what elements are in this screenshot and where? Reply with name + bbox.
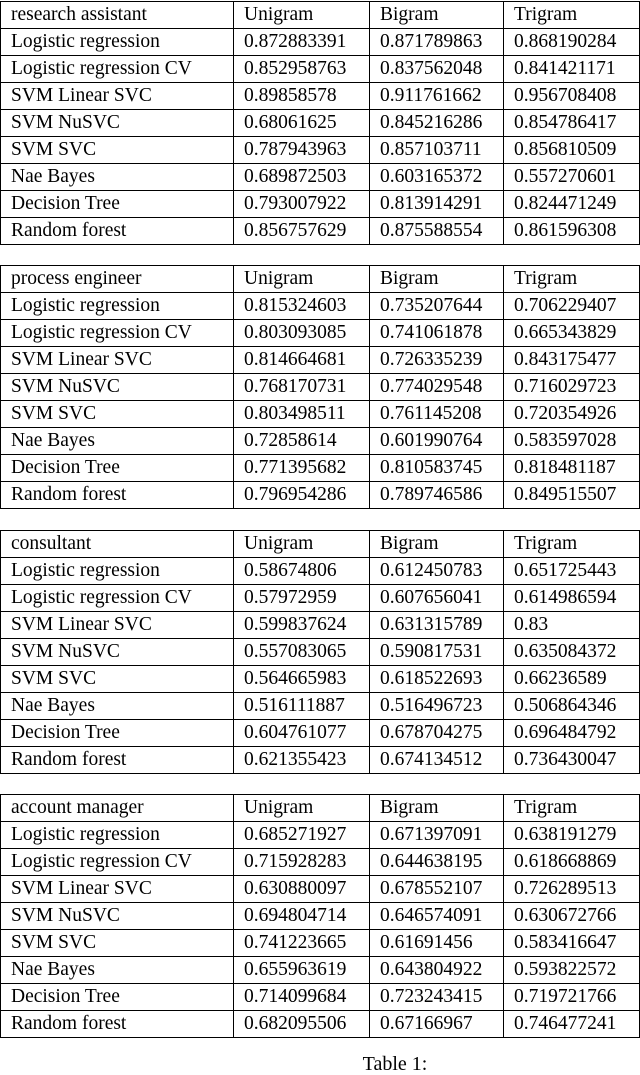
- table-row: [1, 585, 640, 612]
- trigram-score-cell: 0.868190284: [504, 29, 640, 56]
- table-row: [1, 876, 640, 903]
- trigram-score-cell: 0.638191279: [504, 822, 640, 849]
- unigram-score-cell: 0.685271927: [234, 822, 370, 849]
- column-header-trigram: Trigram: [504, 795, 640, 822]
- results-table-process-engineer: [0, 265, 640, 509]
- trigram-score-cell: 0.583597028: [504, 428, 640, 455]
- table-header-row: [1, 531, 640, 558]
- unigram-score-cell: 0.516111887: [234, 693, 370, 720]
- column-header-unigram: Unigram: [234, 531, 370, 558]
- unigram-score-cell: 0.768170731: [234, 374, 370, 401]
- bigram-score-cell: 0.871789863: [370, 29, 504, 56]
- table-title: research assistant: [1, 2, 234, 29]
- bigram-score-cell: 0.810583745: [370, 455, 504, 482]
- table-row: [1, 639, 640, 666]
- bigram-score-cell: 0.603165372: [370, 164, 504, 191]
- unigram-score-cell: 0.856757629: [234, 218, 370, 245]
- bigram-score-cell: 0.612450783: [370, 558, 504, 585]
- model-name-cell: SVM NuSVC: [1, 903, 234, 930]
- model-name-cell: Nae Bayes: [1, 693, 234, 720]
- column-header-bigram: Bigram: [370, 266, 504, 293]
- model-name-cell: Random forest: [1, 218, 234, 245]
- bigram-score-cell: 0.845216286: [370, 110, 504, 137]
- unigram-score-cell: 0.796954286: [234, 482, 370, 509]
- unigram-score-cell: 0.564665983: [234, 666, 370, 693]
- unigram-score-cell: 0.621355423: [234, 747, 370, 774]
- trigram-score-cell: 0.720354926: [504, 401, 640, 428]
- table-row: [1, 693, 640, 720]
- trigram-score-cell: 0.83: [504, 612, 640, 639]
- unigram-score-cell: 0.604761077: [234, 720, 370, 747]
- table-body: [1, 531, 640, 774]
- trigram-score-cell: 0.635084372: [504, 639, 640, 666]
- table-row: [1, 903, 640, 930]
- unigram-score-cell: 0.715928283: [234, 849, 370, 876]
- unigram-score-cell: 0.803498511: [234, 401, 370, 428]
- model-name-cell: Decision Tree: [1, 455, 234, 482]
- table-row: [1, 822, 640, 849]
- table-row: [1, 293, 640, 320]
- trigram-score-cell: 0.696484792: [504, 720, 640, 747]
- table-row: [1, 558, 640, 585]
- model-name-cell: SVM NuSVC: [1, 110, 234, 137]
- table-body: [1, 795, 640, 1038]
- unigram-score-cell: 0.89858578: [234, 83, 370, 110]
- column-header-bigram: Bigram: [370, 2, 504, 29]
- column-header-bigram: Bigram: [370, 795, 504, 822]
- model-name-cell: SVM Linear SVC: [1, 876, 234, 903]
- table-row: [1, 56, 640, 83]
- table-row: [1, 1011, 640, 1038]
- column-header-bigram: Bigram: [370, 531, 504, 558]
- trigram-score-cell: 0.557270601: [504, 164, 640, 191]
- model-name-cell: Logistic regression CV: [1, 56, 234, 83]
- table-row: [1, 720, 640, 747]
- model-name-cell: Random forest: [1, 747, 234, 774]
- model-name-cell: Logistic regression CV: [1, 585, 234, 612]
- bigram-score-cell: 0.813914291: [370, 191, 504, 218]
- column-header-unigram: Unigram: [234, 266, 370, 293]
- table-row: [1, 218, 640, 245]
- column-header-trigram: Trigram: [504, 2, 640, 29]
- unigram-score-cell: 0.771395682: [234, 455, 370, 482]
- unigram-score-cell: 0.57972959: [234, 585, 370, 612]
- results-table-consultant: [0, 530, 640, 774]
- table-row: [1, 137, 640, 164]
- unigram-score-cell: 0.793007922: [234, 191, 370, 218]
- unigram-score-cell: 0.815324603: [234, 293, 370, 320]
- model-name-cell: SVM NuSVC: [1, 639, 234, 666]
- trigram-score-cell: 0.956708408: [504, 83, 640, 110]
- table-row: [1, 29, 640, 56]
- unigram-score-cell: 0.689872503: [234, 164, 370, 191]
- column-header-unigram: Unigram: [234, 795, 370, 822]
- trigram-score-cell: 0.593822572: [504, 957, 640, 984]
- table-row: [1, 374, 640, 401]
- model-name-cell: Decision Tree: [1, 720, 234, 747]
- bigram-score-cell: 0.607656041: [370, 585, 504, 612]
- bigram-score-cell: 0.774029548: [370, 374, 504, 401]
- model-name-cell: SVM Linear SVC: [1, 347, 234, 374]
- trigram-score-cell: 0.818481187: [504, 455, 640, 482]
- model-name-cell: Nae Bayes: [1, 957, 234, 984]
- column-header-unigram: Unigram: [234, 2, 370, 29]
- trigram-score-cell: 0.618668869: [504, 849, 640, 876]
- trigram-score-cell: 0.614986594: [504, 585, 640, 612]
- bigram-score-cell: 0.61691456: [370, 930, 504, 957]
- bigram-score-cell: 0.631315789: [370, 612, 504, 639]
- table-row: [1, 428, 640, 455]
- trigram-score-cell: 0.726289513: [504, 876, 640, 903]
- bigram-score-cell: 0.741061878: [370, 320, 504, 347]
- bigram-score-cell: 0.601990764: [370, 428, 504, 455]
- bigram-score-cell: 0.875588554: [370, 218, 504, 245]
- table-body: [1, 266, 640, 509]
- unigram-score-cell: 0.852958763: [234, 56, 370, 83]
- unigram-score-cell: 0.694804714: [234, 903, 370, 930]
- bigram-score-cell: 0.516496723: [370, 693, 504, 720]
- trigram-score-cell: 0.506864346: [504, 693, 640, 720]
- bigram-score-cell: 0.643804922: [370, 957, 504, 984]
- table-header-row: [1, 2, 640, 29]
- trigram-score-cell: 0.651725443: [504, 558, 640, 585]
- model-name-cell: SVM SVC: [1, 930, 234, 957]
- bigram-score-cell: 0.735207644: [370, 293, 504, 320]
- table-title: account manager: [1, 795, 234, 822]
- results-table-research-assistant: [0, 1, 640, 245]
- bigram-score-cell: 0.857103711: [370, 137, 504, 164]
- table-row: [1, 164, 640, 191]
- model-name-cell: Decision Tree: [1, 984, 234, 1011]
- model-name-cell: Nae Bayes: [1, 428, 234, 455]
- model-name-cell: Logistic regression: [1, 293, 234, 320]
- bigram-score-cell: 0.911761662: [370, 83, 504, 110]
- table-title: process engineer: [1, 266, 234, 293]
- trigram-score-cell: 0.824471249: [504, 191, 640, 218]
- bigram-score-cell: 0.761145208: [370, 401, 504, 428]
- model-name-cell: Random forest: [1, 1011, 234, 1038]
- unigram-score-cell: 0.655963619: [234, 957, 370, 984]
- column-header-trigram: Trigram: [504, 266, 640, 293]
- table-row: [1, 984, 640, 1011]
- trigram-score-cell: 0.719721766: [504, 984, 640, 1011]
- table-caption: [0, 1054, 640, 1074]
- bigram-score-cell: 0.590817531: [370, 639, 504, 666]
- bigram-score-cell: 0.723243415: [370, 984, 504, 1011]
- trigram-score-cell: 0.861596308: [504, 218, 640, 245]
- caption-text: Table 1:: [362, 1053, 428, 1075]
- unigram-score-cell: 0.68061625: [234, 110, 370, 137]
- model-name-cell: Logistic regression CV: [1, 849, 234, 876]
- trigram-score-cell: 0.736430047: [504, 747, 640, 774]
- unigram-score-cell: 0.72858614: [234, 428, 370, 455]
- unigram-score-cell: 0.741223665: [234, 930, 370, 957]
- trigram-score-cell: 0.854786417: [504, 110, 640, 137]
- table-row: [1, 320, 640, 347]
- table-row: [1, 612, 640, 639]
- bigram-score-cell: 0.67166967: [370, 1011, 504, 1038]
- trigram-score-cell: 0.746477241: [504, 1011, 640, 1038]
- table-body: [1, 2, 640, 245]
- trigram-score-cell: 0.706229407: [504, 293, 640, 320]
- bigram-score-cell: 0.678552107: [370, 876, 504, 903]
- model-name-cell: Logistic regression: [1, 822, 234, 849]
- model-name-cell: SVM SVC: [1, 401, 234, 428]
- table-row: [1, 347, 640, 374]
- column-header-trigram: Trigram: [504, 531, 640, 558]
- bigram-score-cell: 0.671397091: [370, 822, 504, 849]
- model-name-cell: Random forest: [1, 482, 234, 509]
- model-name-cell: SVM Linear SVC: [1, 612, 234, 639]
- table-row: [1, 455, 640, 482]
- bigram-score-cell: 0.618522693: [370, 666, 504, 693]
- model-name-cell: Logistic regression CV: [1, 320, 234, 347]
- table-row: [1, 666, 640, 693]
- bigram-score-cell: 0.837562048: [370, 56, 504, 83]
- bigram-score-cell: 0.674134512: [370, 747, 504, 774]
- trigram-score-cell: 0.716029723: [504, 374, 640, 401]
- trigram-score-cell: 0.849515507: [504, 482, 640, 509]
- trigram-score-cell: 0.630672766: [504, 903, 640, 930]
- unigram-score-cell: 0.58674806: [234, 558, 370, 585]
- model-name-cell: SVM SVC: [1, 137, 234, 164]
- trigram-score-cell: 0.583416647: [504, 930, 640, 957]
- table-title: consultant: [1, 531, 234, 558]
- trigram-score-cell: 0.665343829: [504, 320, 640, 347]
- table-row: [1, 83, 640, 110]
- model-name-cell: Decision Tree: [1, 191, 234, 218]
- unigram-score-cell: 0.814664681: [234, 347, 370, 374]
- bigram-score-cell: 0.646574091: [370, 903, 504, 930]
- model-name-cell: Logistic regression: [1, 29, 234, 56]
- table-header-row: [1, 266, 640, 293]
- table-row: [1, 401, 640, 428]
- model-name-cell: Nae Bayes: [1, 164, 234, 191]
- trigram-score-cell: 0.843175477: [504, 347, 640, 374]
- bigram-score-cell: 0.678704275: [370, 720, 504, 747]
- trigram-score-cell: 0.856810509: [504, 137, 640, 164]
- trigram-score-cell: 0.841421171: [504, 56, 640, 83]
- model-name-cell: SVM Linear SVC: [1, 83, 234, 110]
- bigram-score-cell: 0.726335239: [370, 347, 504, 374]
- model-name-cell: Logistic regression: [1, 558, 234, 585]
- results-table-account-manager: [0, 794, 640, 1038]
- table-header-row: [1, 795, 640, 822]
- bigram-score-cell: 0.789746586: [370, 482, 504, 509]
- unigram-score-cell: 0.682095506: [234, 1011, 370, 1038]
- table-row: [1, 957, 640, 984]
- table-row: [1, 930, 640, 957]
- unigram-score-cell: 0.599837624: [234, 612, 370, 639]
- model-name-cell: SVM NuSVC: [1, 374, 234, 401]
- bigram-score-cell: 0.644638195: [370, 849, 504, 876]
- unigram-score-cell: 0.557083065: [234, 639, 370, 666]
- unigram-score-cell: 0.630880097: [234, 876, 370, 903]
- table-row: [1, 191, 640, 218]
- trigram-score-cell: 0.66236589: [504, 666, 640, 693]
- table-row: [1, 482, 640, 509]
- unigram-score-cell: 0.803093085: [234, 320, 370, 347]
- model-name-cell: SVM SVC: [1, 666, 234, 693]
- table-row: [1, 849, 640, 876]
- unigram-score-cell: 0.714099684: [234, 984, 370, 1011]
- unigram-score-cell: 0.872883391: [234, 29, 370, 56]
- unigram-score-cell: 0.787943963: [234, 137, 370, 164]
- table-row: [1, 110, 640, 137]
- table-row: [1, 747, 640, 774]
